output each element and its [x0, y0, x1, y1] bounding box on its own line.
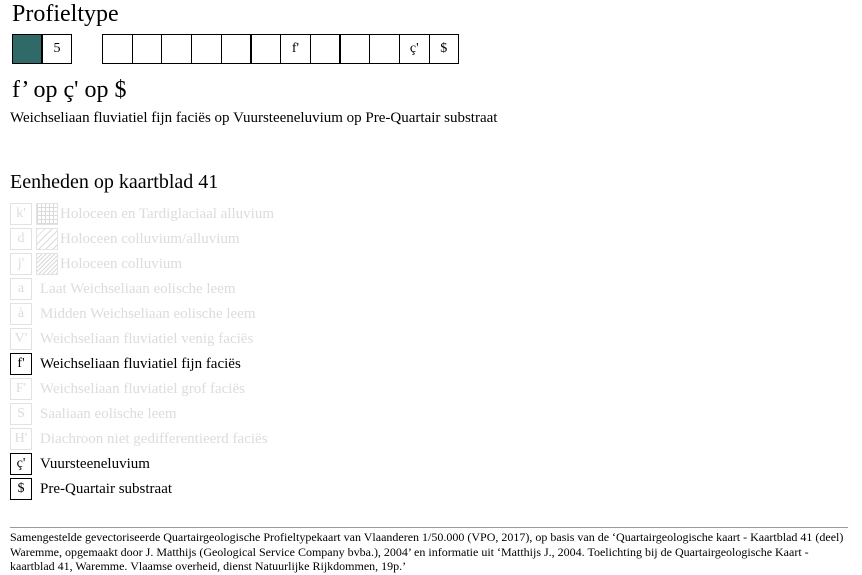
profile-sequence-cell [340, 34, 371, 64]
profile-sequence-cell: f' [280, 34, 311, 64]
profile-sequence-cell [251, 34, 282, 64]
unit-legend-item [10, 428, 268, 450]
profile-sequence-cell [191, 34, 222, 64]
unit-label: Pre-Quartair substraat [40, 481, 173, 497]
profile-sequence-cell [369, 34, 400, 64]
profile-formula: f’ op ç' op $ [12, 77, 127, 103]
unit-code-badge: k' [10, 203, 32, 225]
unit-legend-item [10, 328, 253, 350]
unit-legend-item [10, 478, 172, 500]
profile-sequence-cell: ç' [399, 34, 430, 64]
unit-legend-item [10, 453, 150, 475]
profile-sequence-cell [221, 34, 252, 64]
unit-code-badge: j' [10, 253, 32, 275]
unit-label: Holoceen en Tardiglaciaal alluvium [60, 206, 275, 222]
unit-legend-item [10, 278, 236, 300]
unit-legend-item [10, 203, 274, 225]
unit-legend-item [10, 253, 182, 275]
unit-code-badge: f' [10, 353, 32, 375]
unit-label: Midden Weichseliaan eolische leem [40, 306, 256, 322]
profile-number: 5 [42, 34, 72, 64]
profile-description: Weichseliaan fluviatiel fijn faciës op Vuursteeneluvium op Pre-Quartair substraat [10, 110, 498, 126]
unit-label: Laat Weichseliaan eolische leem [40, 281, 236, 297]
unit-pattern-swatch [36, 253, 58, 275]
unit-legend-item [10, 378, 245, 400]
unit-code-badge: a [10, 278, 32, 300]
unit-label: Saaliaan eolische leem [40, 406, 177, 422]
unit-code-badge: H' [10, 428, 32, 450]
unit-code-badge: V' [10, 328, 32, 350]
unit-legend-item [10, 303, 256, 325]
unit-label: Weichseliaan fluviatiel fijn faciës [40, 356, 241, 372]
profile-sequence-cell [161, 34, 192, 64]
profile-color-swatch [12, 34, 42, 64]
unit-label: Weichseliaan fluviatiel grof faciës [40, 381, 245, 397]
unit-label: Holoceen colluvium [60, 256, 183, 272]
unit-pattern-swatch [36, 228, 58, 250]
unit-code-badge: $ [10, 478, 32, 500]
unit-label: Vuursteeneluvium [40, 456, 150, 472]
unit-code-badge: d [10, 228, 32, 250]
unit-code-badge: S [10, 403, 32, 425]
profile-sequence-cell: $ [429, 34, 459, 64]
profile-sequence-cell [102, 34, 133, 64]
unit-pattern-swatch [36, 203, 58, 225]
unit-legend-item [10, 228, 240, 250]
unit-label: Diachroon niet gedifferentieerd faciës [40, 431, 268, 447]
unit-legend-item [10, 403, 177, 425]
profile-sequence-cell [132, 34, 163, 64]
profile-sequence-cell [310, 34, 341, 64]
unit-code-badge: à [10, 303, 32, 325]
page-title: Profieltype [12, 1, 119, 27]
unit-legend-item [10, 353, 241, 375]
unit-code-badge: F' [10, 378, 32, 400]
unit-code-badge: ç' [10, 453, 32, 475]
source-citation: Samengestelde gevectoriseerde Quartairgeologische Profieltypekaart van Vlaanderen 1/50.000 (VPO, 2017), op basis van de ‘Quartairgeologische kaart - Kaartblad 41 (deel) Waremme, opgemaakt door J. Matthijs (Geological Service Company bvba.), 2004’ en informatie uit ‘Matthijs J., 2004. Toelichting bij de Quartairgeologische Kaart - kaartblad 41, Waremme. Vlaamse overheid, dienst Natuurlijke Rijkdommen, 19p.’ [10, 530, 844, 573]
footer-divider [10, 527, 848, 528]
unit-label: Holoceen colluvium/alluvium [60, 231, 240, 247]
unit-label: Weichseliaan fluviatiel venig faciës [40, 331, 254, 347]
units-heading: Eenheden op kaartblad 41 [10, 171, 219, 193]
